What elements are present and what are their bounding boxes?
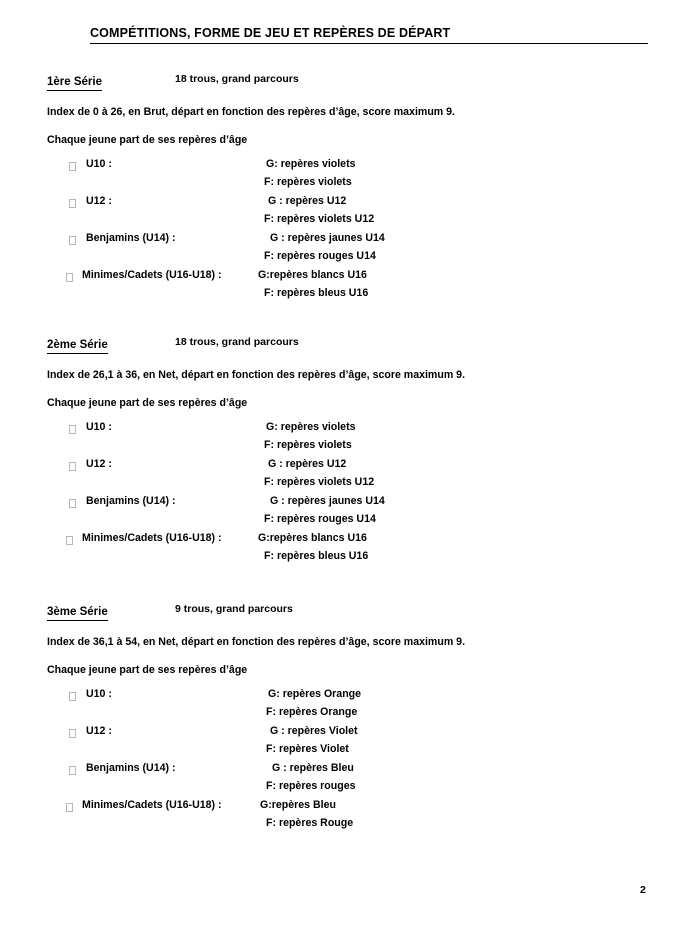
square-bullet-icon bbox=[69, 425, 76, 434]
serie-title: 3ème Série bbox=[47, 606, 108, 621]
boys-marker-value: G : repères jaunes U14 bbox=[270, 495, 385, 507]
girls-marker-value: F: repères rouges U14 bbox=[264, 513, 376, 525]
girls-marker-value: F: repères bleus U16 bbox=[264, 287, 369, 299]
square-bullet-icon bbox=[69, 766, 76, 775]
square-bullet-icon bbox=[69, 236, 76, 245]
square-bullet-icon bbox=[69, 462, 76, 471]
category-list bbox=[0, 421, 691, 569]
list-item bbox=[0, 269, 691, 306]
serie-format: 9 trous, grand parcours bbox=[175, 603, 293, 615]
square-bullet-icon bbox=[66, 536, 73, 545]
page-number: 2 bbox=[640, 884, 646, 896]
category-label: Benjamins (U14) : bbox=[86, 495, 176, 507]
square-bullet-icon bbox=[69, 199, 76, 208]
boys-marker-value: G : repères Bleu bbox=[272, 762, 354, 774]
category-label: Benjamins (U14) : bbox=[86, 762, 176, 774]
boys-marker-value: G: repères Orange bbox=[268, 688, 362, 700]
square-bullet-icon bbox=[69, 729, 76, 738]
list-item bbox=[0, 421, 691, 458]
category-label: Minimes/Cadets (U16-U18) : bbox=[82, 532, 222, 544]
serie-section bbox=[0, 335, 691, 569]
square-bullet-icon bbox=[66, 273, 73, 282]
square-bullet-icon bbox=[69, 692, 76, 701]
serie-format: 18 trous, grand parcours bbox=[175, 73, 299, 85]
girls-marker-value: F: repères violets U12 bbox=[264, 476, 375, 488]
serie-note-text: Chaque jeune part de ses repères d’âge bbox=[47, 134, 248, 146]
boys-marker-value: G: repères violets bbox=[266, 421, 356, 433]
list-item bbox=[0, 799, 691, 836]
girls-marker-value: F: repères violets U12 bbox=[264, 213, 375, 225]
list-item bbox=[0, 158, 691, 195]
serie-section bbox=[0, 72, 691, 306]
serie-index-text: Index de 26,1 à 36, en Net, départ en fonction des repères d’âge, score maximum 9. bbox=[47, 369, 466, 381]
square-bullet-icon bbox=[69, 162, 76, 171]
boys-marker-value: G:repères blancs U16 bbox=[258, 269, 367, 281]
serie-section bbox=[0, 602, 691, 836]
list-item bbox=[0, 195, 691, 232]
category-label: Minimes/Cadets (U16-U18) : bbox=[82, 799, 222, 811]
category-label: U12 : bbox=[86, 195, 112, 207]
boys-marker-value: G : repères Violet bbox=[270, 725, 358, 737]
serie-title: 1ère Série bbox=[47, 76, 102, 91]
page-title: COMPÉTITIONS, FORME DE JEU ET REPÈRES DE DÉPART bbox=[90, 26, 648, 44]
serie-heading bbox=[0, 335, 691, 353]
girls-marker-value: F: repères Rouge bbox=[266, 817, 354, 829]
category-label: U10 : bbox=[86, 158, 112, 170]
girls-marker-value: F: repères rouges U14 bbox=[264, 250, 376, 262]
girls-marker-value: F: repères violets bbox=[264, 176, 352, 188]
square-bullet-icon bbox=[66, 803, 73, 812]
list-item bbox=[0, 495, 691, 532]
girls-marker-value: F: repères bleus U16 bbox=[264, 550, 369, 562]
serie-note-text: Chaque jeune part de ses repères d’âge bbox=[47, 664, 248, 676]
serie-title: 2ème Série bbox=[47, 339, 108, 354]
category-label: U10 : bbox=[86, 688, 112, 700]
boys-marker-value: G : repères U12 bbox=[268, 195, 347, 207]
serie-index-text: Index de 0 à 26, en Brut, départ en fonction des repères d’âge, score maximum 9. bbox=[47, 106, 455, 118]
boys-marker-value: G : repères jaunes U14 bbox=[270, 232, 385, 244]
list-item bbox=[0, 762, 691, 799]
serie-heading bbox=[0, 602, 691, 620]
list-item bbox=[0, 232, 691, 269]
category-list bbox=[0, 688, 691, 836]
serie-format: 18 trous, grand parcours bbox=[175, 336, 299, 348]
serie-index-text: Index de 36,1 à 54, en Net, départ en fonction des repères d’âge, score maximum 9. bbox=[47, 636, 466, 648]
square-bullet-icon bbox=[69, 499, 76, 508]
girls-marker-value: F: repères Violet bbox=[266, 743, 349, 755]
girls-marker-value: F: repères violets bbox=[264, 439, 352, 451]
category-label: U10 : bbox=[86, 421, 112, 433]
boys-marker-value: G:repères Bleu bbox=[260, 799, 336, 811]
category-list bbox=[0, 158, 691, 306]
girls-marker-value: F: repères rouges bbox=[266, 780, 356, 792]
serie-heading bbox=[0, 72, 691, 90]
category-label: U12 : bbox=[86, 725, 112, 737]
category-label: U12 : bbox=[86, 458, 112, 470]
boys-marker-value: G : repères U12 bbox=[268, 458, 347, 470]
list-item bbox=[0, 688, 691, 725]
girls-marker-value: F: repères Orange bbox=[266, 706, 358, 718]
boys-marker-value: G: repères violets bbox=[266, 158, 356, 170]
list-item bbox=[0, 725, 691, 762]
boys-marker-value: G:repères blancs U16 bbox=[258, 532, 367, 544]
category-label: Minimes/Cadets (U16-U18) : bbox=[82, 269, 222, 281]
serie-note-text: Chaque jeune part de ses repères d’âge bbox=[47, 397, 248, 409]
category-label: Benjamins (U14) : bbox=[86, 232, 176, 244]
list-item bbox=[0, 458, 691, 495]
list-item bbox=[0, 532, 691, 569]
